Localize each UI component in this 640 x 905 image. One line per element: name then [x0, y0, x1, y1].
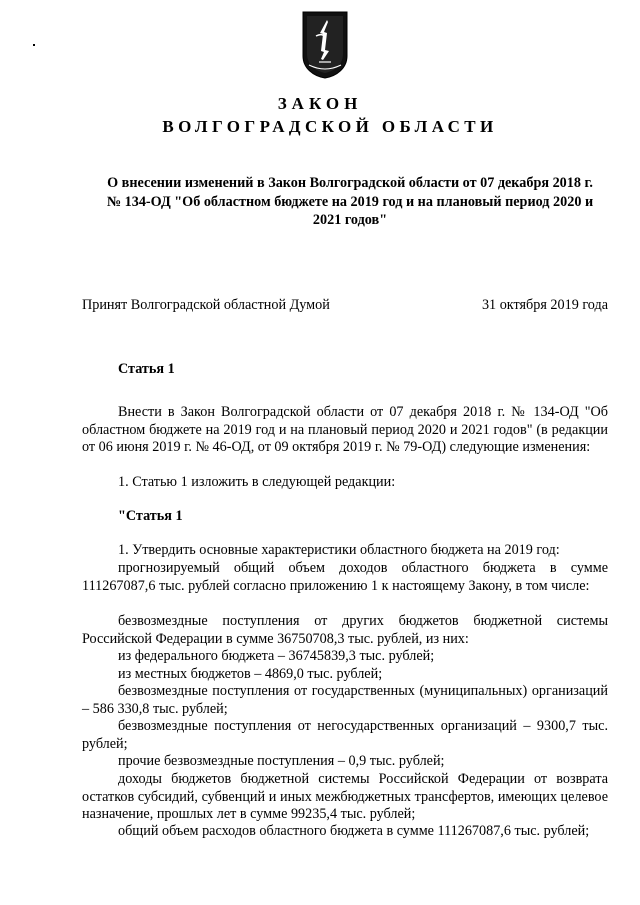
- quoted-article-p2: прогнозируемый общий объем доходов областного бюджета в сумме 111267087,6 тыс. рублей согласно приложению 1 к настоящему Закону, в том числе:: [82, 560, 608, 594]
- article-1-item-1: 1. Статью 1 изложить в следующей редакции:: [118, 474, 396, 490]
- quoted-article-p8: прочие безвозмездные поступления – 0,9 тыс. рублей;: [118, 753, 445, 769]
- adoption-line: [82, 297, 608, 314]
- document-title-law: ЗАКОН: [277, 94, 363, 113]
- article-1-intro: Внести в Закон Волгоградской области от 07 декабря 2018 г. № 134-ОД "Об областном бюджете на 2019 год и на плановый период 2020 и 2021 годов" (в редакции от 06 июня 2019 г. № 46-ОД, от 09 октября 2019 г. № 79-ОД) следующие изменения:: [82, 404, 608, 456]
- quoted-article-p9: доходы бюджетов бюджетной системы Российской Федерации от возврата остатков субсидий, субвенций и иных межбюджетных трансфертов, имеющих целевое назначение, прошлых лет в сумме 99235,4 тыс. рублей;: [82, 771, 608, 823]
- adoption-body: Принят Волгоградской областной Думой: [82, 297, 330, 313]
- coat-of-arms-icon: [301, 10, 349, 80]
- quoted-article-heading: "Статья 1: [118, 508, 183, 524]
- quoted-article-p4: из федерального бюджета – 36745839,3 тыс. рублей;: [118, 648, 435, 664]
- article-1-heading: Статья 1: [118, 361, 175, 377]
- adoption-date: 31 октября 2019 года: [481, 297, 608, 313]
- quoted-article-p10: общий объем расходов областного бюджета в сумме 111267087,6 тыс. рублей;: [118, 823, 590, 839]
- quoted-article-p6: безвозмездные поступления от государственных (муниципальных) организаций – 586 330,8 тыс. рублей;: [82, 683, 608, 717]
- quoted-article-p1: 1. Утвердить основные характеристики областного бюджета на 2019 год:: [118, 542, 560, 558]
- quoted-article-p5: из местных бюджетов – 4869,0 тыс. рублей;: [118, 666, 383, 682]
- document-title-region: ВОЛГОГРАДСКОЙ ОБЛАСТИ: [162, 117, 498, 136]
- scan-speck: [33, 44, 35, 46]
- quoted-article-p3: безвозмездные поступления от других бюджетов бюджетной системы Российской Федерации в сумме 36750708,3 тыс. рублей, из них:: [82, 613, 608, 647]
- document-subject: О внесении изменений в Закон Волгоградской области от 07 декабря 2018 г. № 134-ОД "Об областном бюджете на 2019 год и на плановый период 2020 и 2021 годов": [106, 175, 594, 228]
- quoted-article-p7: безвозмездные поступления от негосударственных организаций – 9300,7 тыс. рублей;: [82, 718, 608, 752]
